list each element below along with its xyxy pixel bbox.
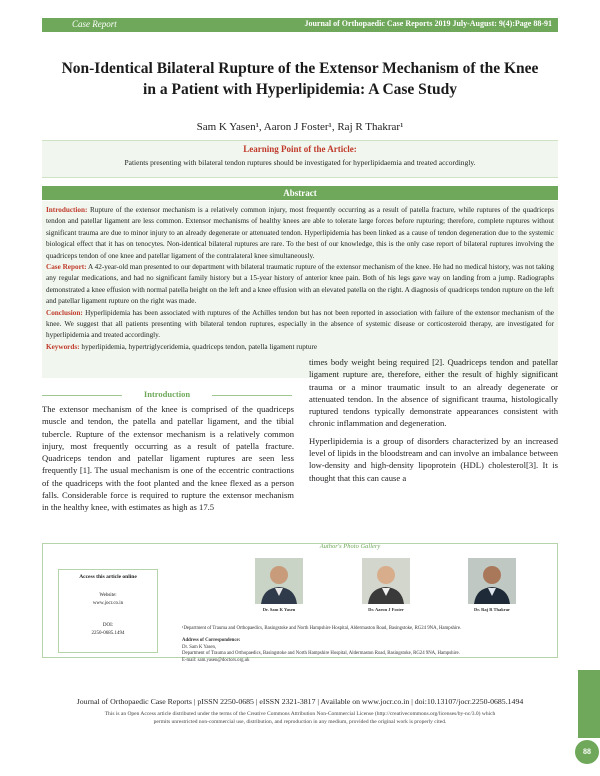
access-online-box xyxy=(58,569,158,653)
affiliation-block xyxy=(182,626,552,665)
correspondence-email[interactable]: E-mail: sam.yasen@doctors.org.uk xyxy=(182,658,250,664)
body-right-paragraph-2: Hyperlipidemia is a group of disorders characterized by an increased level of lipids in the bloodstream and can involve an imbalance between low-density and high-density lipoprotein (HDL) cholesterol[3]. It is thought that this can cause a xyxy=(309,435,558,483)
author-caption-3: Dr. Raj R Thakrar xyxy=(473,607,510,612)
author-photo-2 xyxy=(362,558,410,604)
author-caption-1: Dr. Sam K Yasen xyxy=(262,607,296,612)
website-link[interactable]: www.jocr.co.in xyxy=(92,601,124,606)
abstract-intro-text: Rupture of the extensor mechanism is a relatively common injury, most frequently occurring as a result of patella fracture, while ruptures of the quadriceps tendon and patellar ligament are less common. Extensor mechanisms of healthy knees are able to tolerate large forces before rupturing; therefore, complete ruptures without significant trauma are due to minor injury to an already degenerate or attenuated tendon. Hyperlipidemia has been linked as a cause of tendon degeneration due to the systemic biological effect that it has on tenocytes. Non-identical bilateral ruptures are rare. To the best of our knowledge, this is the only case report of bilateral ruptures involving the quadriceps tendon of one knee and patellar ligament of the contralateral knee simultaneously. xyxy=(46,206,554,260)
website-label: Website: xyxy=(99,593,117,598)
introduction-heading: Introduction xyxy=(143,389,191,399)
correspondence-title: Address of Correspondence: xyxy=(182,637,241,643)
abstract-introduction xyxy=(46,205,554,262)
correspondence-name: Dr. Sam K Yasen, xyxy=(182,644,217,650)
page-number-badge: 88 xyxy=(575,740,599,764)
title-line-1: Non-Identical Bilateral Rupture of the Extensor Mechanism of the Knee xyxy=(61,60,539,77)
side-accent-bar xyxy=(578,670,600,738)
abstract-conclusion-text: Hyperlipidemia has been associated with ruptures of the Achilles tendon but has not been reported in association with failure of the extensor mechanism of the knee. We suggest that all patients presenting with bilateral tendon ruptures, especially in the absence of systemic disease or corticosteroid therapy, are investigated for hyperlipidemia and treated accordingly. xyxy=(46,308,554,340)
keywords-text: hyperlipidemia, hypertriglyceridemia, quadriceps tendon, patella ligament rupture xyxy=(79,342,318,351)
website-block xyxy=(59,592,157,608)
abstract-conclusion-label: Conclusion: xyxy=(46,308,83,317)
abstract-case-label: Case Report: xyxy=(46,263,87,272)
doi-value[interactable]: 2250-0685.1494 xyxy=(91,631,125,636)
abstract-case-text: A 42-year-old man presented to our department with bilateral traumatic rupture of the extensor mechanism of the knee. He had no medical history, was not taking any regular medications, and had no significant family history but a 15-year history of anterior knee pain. Both of his legs gave way on landing from a jump. Radiographs demonstrated a knee effusion with normal patella height on the left and a knee effusion with an elevated patella on the right. A diagnosis of quadriceps tendon rupture on the left and patellar ligament rupture on the right was made. xyxy=(46,263,554,306)
abstract-heading: Abstract xyxy=(42,186,558,200)
doi-label: DOI: xyxy=(102,623,114,628)
affiliation-text: ¹Department of Trauma and Orthopaedics, Basingstoke and North Hampshire Hospital, Aldermaston Road, Basingstoke, RG24 9NA, Hampshire. xyxy=(182,626,462,631)
footer-license-line-2: permits unrestricted non-commercial use, distribution, and reproduction in any medium, provided the original work is properly cited. xyxy=(153,719,447,725)
abstract-keywords xyxy=(46,342,554,353)
abstract-conclusion xyxy=(46,308,554,342)
author-caption-2: Dr. Aaron J Foster xyxy=(368,607,404,612)
footer-license-line-1: This is an Open Access article distributed under the terms of the Creative Commons Attribution Non-Commercial License (http://creativecommons.org/licenses/by-nc/3.0) which xyxy=(104,711,496,717)
abstract-body xyxy=(42,201,558,378)
body-right-column xyxy=(309,356,558,489)
access-title: Access this article online xyxy=(79,574,137,580)
learning-point-box xyxy=(42,140,558,178)
keywords-label: Keywords: xyxy=(46,342,80,351)
section-label: Case Report xyxy=(72,19,117,29)
author-photo-3 xyxy=(468,558,516,604)
journal-info: Journal of Orthopaedic Case Reports 2019 July-August: 9(4):Page 88-91 xyxy=(304,19,552,28)
journal-header-bar xyxy=(42,18,558,32)
gallery-title: Author's Photo Gallery xyxy=(319,543,381,550)
body-left-column: The extensor mechanism of the knee is comprised of the quadriceps muscle and tendon, the patella and patellar ligament, and the tibial tubercle. Rupture of the extensor mechanism is a relatively common injury, most frequently occurring as a result of patella fracture. Quadriceps tendon and patellar ligament ruptures are seen less frequently [1]. The usual mechanism is one of the eccentric contractions of the quadriceps with the foot planted and the knee flexed as a person falls. Considerable force is required to rupture the extensor mechanism in the healthy knee, with estimates as high as 17.5 xyxy=(42,404,294,513)
abstract-intro-label: Introduction: xyxy=(46,206,88,214)
doi-block xyxy=(59,622,157,638)
footer-journal-line: Journal of Orthopaedic Case Reports | pISSN 2250-0685 | eISSN 2321-3817 | Available on www.jocr.co.in | doi:10.13107/jocr.2250-0685.1494 xyxy=(76,697,524,706)
body-right-paragraph-1: times body weight being required [2]. Quadriceps tendon and patellar ligament rupture are, therefore, either the result of highly significant trauma or a minor traumatic insult to an already degenerate or attenuated tendon. In the absence of significant trauma, histologically ruptured tendons typically demonstrate appearances consistent with chronic inflammation and degeneration. xyxy=(309,357,558,429)
abstract-case-report xyxy=(46,262,554,308)
learning-point-text: Patients presenting with bilateral tendon ruptures should be investigated for hyperlipidaemia and treated accordingly. xyxy=(124,158,476,167)
author-photo-1 xyxy=(255,558,303,604)
footer-license xyxy=(42,710,558,726)
author-list: Sam K Yasen¹, Aaron J Foster¹, Raj R Thakrar¹ xyxy=(196,121,404,133)
title-line-2: in a Patient with Hyperlipidemia: A Case Study xyxy=(143,81,457,98)
correspondence-address: Department of Trauma and Orthopaedics, Basingstoke and North Hampshire Hospital, Aldermaston Road, Basingstoke, RG24 9NA, Hampshire. xyxy=(182,651,460,657)
learning-point-title: Learning Point of the Article: xyxy=(243,144,357,154)
article-title xyxy=(42,58,558,100)
